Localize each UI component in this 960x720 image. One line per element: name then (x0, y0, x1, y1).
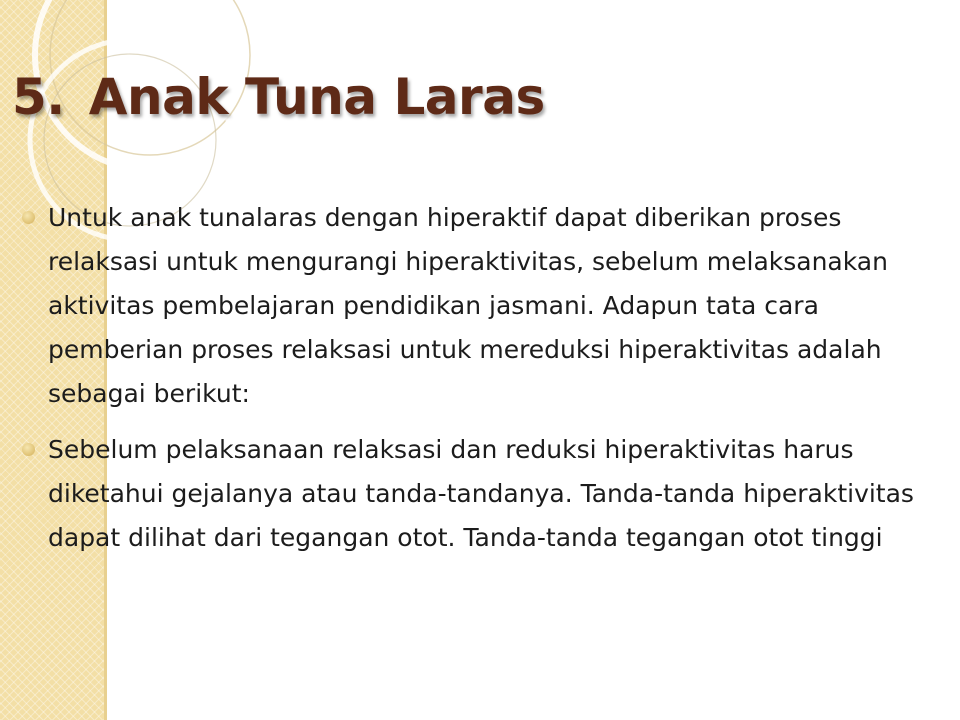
bullet-text: Untuk anak tunalaras dengan hiperaktif dapat diberikan proses relaksasi untuk mengurangi hiperaktivitas, sebelum melaksanakan aktivitas pembelajaran pendidikan jasmani. Adapun tata cara pemberian proses relaksasi untuk mereduksi hiperaktivitas adalah sebagai berikut: (48, 203, 888, 408)
bullet-list (22, 196, 942, 572)
bullet-dot-icon (22, 443, 35, 456)
slide-title (12, 68, 545, 126)
title-number: 5. (12, 68, 65, 126)
list-item (22, 428, 942, 560)
bullet-dot-icon (22, 211, 35, 224)
list-item (22, 196, 942, 416)
bullet-text: Sebelum pelaksanaan relaksasi dan reduksi hiperaktivitas harus diketahui gejalanya atau tanda-tandanya. Tanda-tanda hiperaktivitas dapat dilihat dari tegangan otot. Tanda-tanda tegangan otot tinggi (48, 435, 914, 552)
title-text: Anak Tuna Laras (88, 68, 545, 126)
